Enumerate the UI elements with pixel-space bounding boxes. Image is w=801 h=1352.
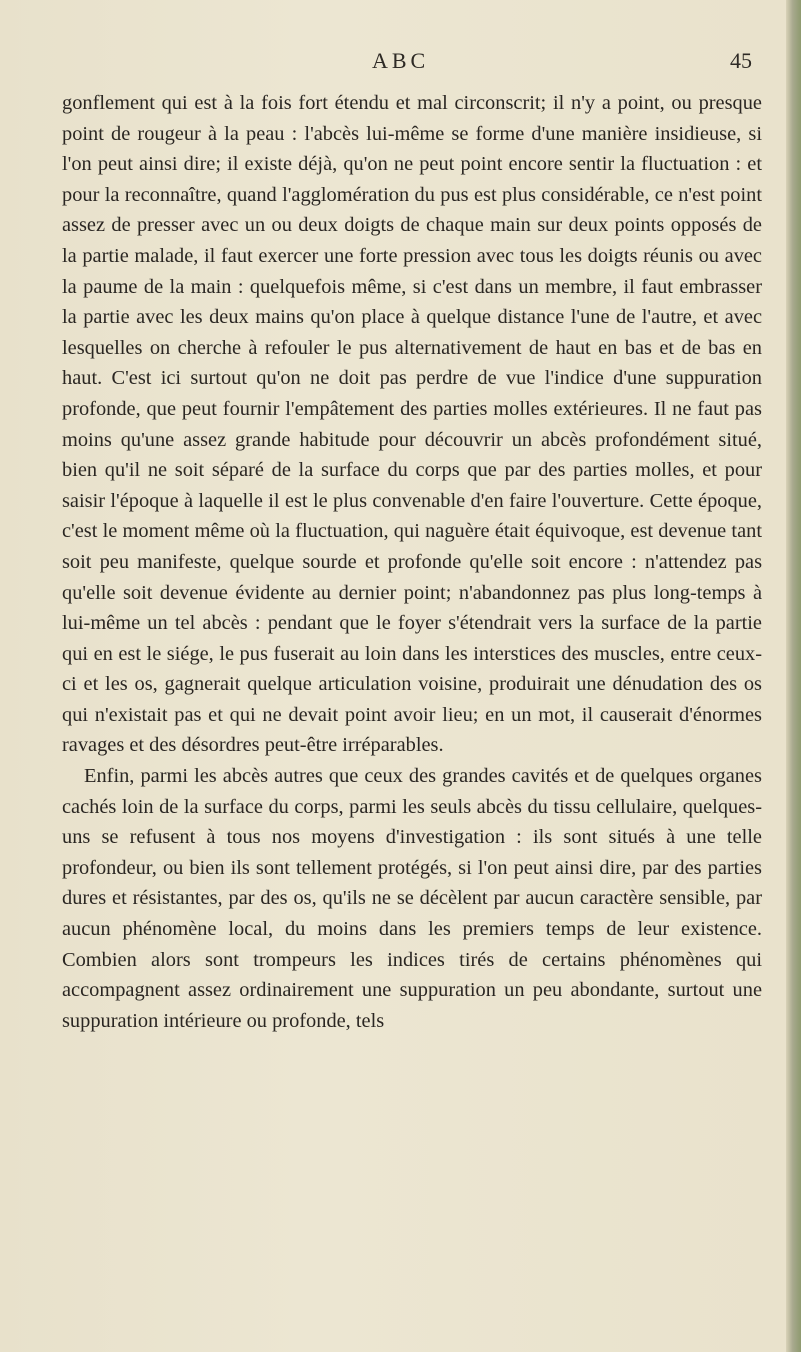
page-header bbox=[0, 48, 786, 78]
page-number: 45 bbox=[730, 48, 752, 73]
body-text bbox=[62, 88, 762, 1036]
paragraph: Enfin, parmi les abcès autres que ceux des grandes cavités et de quelques organes cachés loin de la surface du corps, parmi les seuls abcès du tissu cellulaire, quelques-uns se refusent à tous nos moyens d'investigation : ils sont situés à une telle profondeur, ou bien ils sont tellement protégés, si l'on peut ainsi dire, par des parties dures et résistantes, par des os, qu'ils ne se décèlent par aucun caractère sensible, par aucun phénomène local, du moins dans les premiers temps de leur existence. Combien alors sont trompeurs les indices tirés de certains phénomènes qui accompagnent assez ordinairement une suppuration un peu abondante, surtout une suppuration intérieure ou profonde, tels bbox=[62, 765, 762, 1032]
running-title: ABC bbox=[372, 48, 430, 73]
page-edge bbox=[786, 0, 801, 1352]
paragraph: gonflement qui est à la fois fort étendu et mal circonscrit; il n'y a point, ou presque point de rougeur à la peau : l'abcès lui-même se forme d'une manière insidieuse, si l'on peut ainsi dire; il existe déjà, qu'on ne peut point encore sentir la fluctuation : et pour la reconnaître, quand l'agglomération du pus est plus considérable, ce n'est point assez de presser avec un ou deux doigts de chaque main sur deux points opposés de la partie malade, il faut exercer une forte pression avec tous les doigts réunis ou avec la paume de la main : quelquefois même, si c'est dans un membre, il faut embrasser la partie avec les deux mains qu'on place à quelque distance l'une de l'autre, et avec lesquelles on cherche à refouler le pus alternativement de haut en bas et de bas en haut. C'est ici surtout qu'on ne doit pas perdre de vue l'indice d'une suppuration profonde, que peut fournir l'empâtement des parties molles extérieures. Il ne faut pas moins qu'une assez grande habitude pour découvrir un abcès profondément situé, bien qu'il ne soit séparé de la surface du corps que par des parties molles, et pour saisir l'époque à laquelle il est le plus convenable d'en faire l'ouverture. Cette époque, c'est le moment même où la fluctuation, qui naguère était équivoque, est devenue tant soit peu manifeste, quelque sourde et profonde qu'elle soit encore : n'attendez pas qu'elle soit devenue évidente au dernier point; n'abandonnez pas plus long-temps à lui-même un tel abcès : pendant que le foyer s'étendrait vers la surface de la partie qui en est le siége, le pus fuserait au loin dans les interstices des muscles, entre ceux-ci et les os, gagnerait quelque articulation voisine, produirait une dénudation des os qui n'existait pas et qui ne devait point avoir lieu; en un mot, il causerait d'énormes ravages et des désordres peut-être irréparables. bbox=[62, 92, 762, 757]
